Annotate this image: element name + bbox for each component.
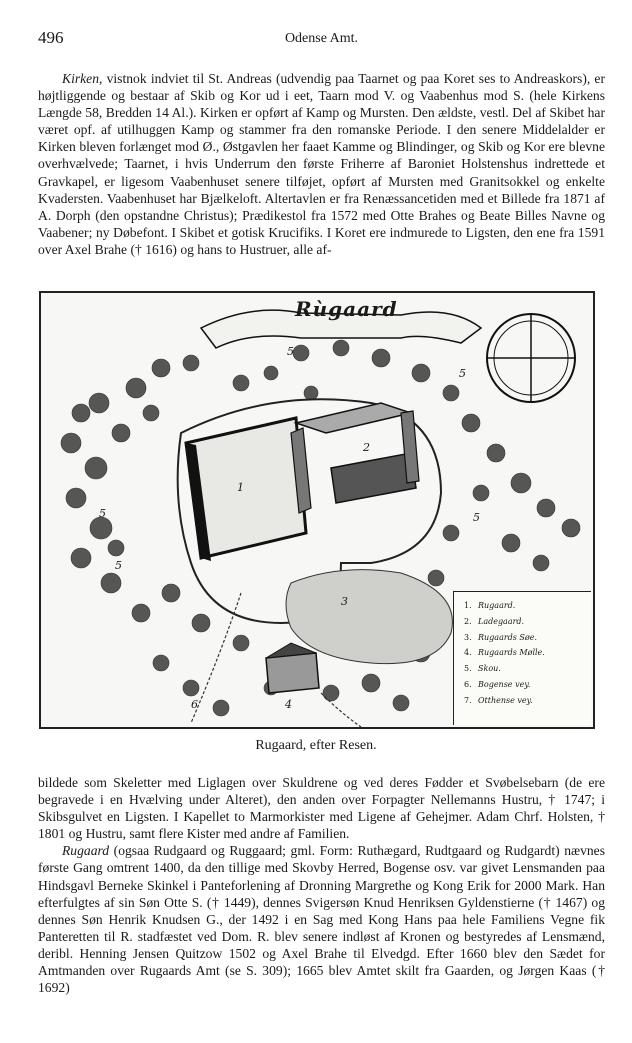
map-number-label: 4 xyxy=(285,698,292,711)
map-number-label: 5 xyxy=(287,345,294,358)
legend-item: 5. Skou. xyxy=(464,664,501,674)
compass-rose xyxy=(487,314,575,402)
map-number-label: 3 xyxy=(341,595,348,608)
map-number-label: 6 xyxy=(191,698,198,711)
map-number-label: 5 xyxy=(459,367,466,380)
legend-item: 4. Rugaards Mølle. xyxy=(464,648,545,658)
paragraph-body: vistnok indviet til St. Andreas (udvendig paa Taarnet og paa Koret ses to Andreaskors), er højtliggende og bestaar af Skib og Kor ud i eet, Taarn mod V. og Vaabenhus mod S. (hele Kirkens Længde 58, Bredden 14 Al.). Kirken er opført af Kamp og Mursten. Den ældste, vestl. Del af Skibet har været opf. af utilhuggen Kamp og stammer fra den romanske Periode. I den senere Middelalder er Kirken bleven forlænget mod Ø., Østgavlen her faaet Kamme og Blindinger, og Skib og Kor ere blevne overhvælvede; Taarnet, i hvis Underrum den første Friherre af Baroniet Holstenshus indrettede et Gravkapel, er ligesom Vaabenhuset senere tilføjet, opført af Mursten med Granitsokkel og enkelte Kvadersten. Vaabenhuset har Bjælkeloft. Altertavlen er fra Renæssancetiden med et Billede fra 1871 af A. Dorph (den opstandne Christus); Prædikestol fra 1572 med Otte Brahes og Beate Billes Navne og Vaabener; ny Døbefont. I Skibet et gotisk Krucifiks. I Koret ere indmurede to Ligsten, den ene fra 1591 over Axel Brahe († 1616) og hans to Hustruer, alle af- xyxy=(38,71,605,257)
bottom-text-block xyxy=(38,774,605,996)
map-title: Rùgaard xyxy=(295,297,398,321)
ladegaard-buildings xyxy=(291,403,419,513)
paragraph-body: (ogsaa Rudgaard og Ruggaard; gml. Form: Ruthægard, Rudtgaard og Rudgardt) nævnes første Gang omtrent 1400, da den tillige med Skovby Herred, Bogense osv. var givet Lensmanden paa Hindsgavl Berneke Skinkel i Panteforlening af Dronning Margrethe og Kong Erik for 2000 Mark. Han efterfulgtes af sin Søn Otte S. († 1449), dennes Svigersøn Knud Henriksen Gyldenstierne († 1467) og dennes Søn Henrik Knudsen G., der 1492 i en Sag med Kong Hans paa hele Familiens Vegne fik Panteretten til R. stadfæstet ved Dom. R. blev senere indløst af Kronen og bestyredes af Lensmænd, deribl. Henning Jensen Quitzow 1502 og Axel Brahe til Elvedgd. Efter 1660 blev den Sædet for Amtmanden over Rugaards Amt (se S. 309); 1665 blev Amtet skilt fra Gaarden, og Jørgen Kaas († 1692) xyxy=(38,843,605,996)
legend-item: 1. Rugaard. xyxy=(464,601,516,610)
page-header xyxy=(38,28,605,50)
running-title: Odense Amt. xyxy=(284,31,359,46)
map-legend xyxy=(453,591,591,725)
paragraph-lead-word: Kirken, xyxy=(62,71,103,86)
map-number-label: 1 xyxy=(237,481,244,494)
map-number-label: 5 xyxy=(473,511,480,524)
map-number-label: 2 xyxy=(363,441,370,454)
legend-item: 2. Ladegaard. xyxy=(464,616,525,626)
top-text-block xyxy=(38,70,605,258)
legend-item: 6. Bogense vey. xyxy=(464,679,531,689)
map-figure xyxy=(39,291,595,729)
legend-item: 7. Otthense vey. xyxy=(464,695,533,705)
rugaards-mill xyxy=(266,643,319,693)
legend-item: 3. Rugaards Søe. xyxy=(464,632,538,642)
continued-paragraph: bildede som Skeletter med Liglagen over Skuldrene og ved deres Fødder et Svøbelsebarn (de ere begravede i en Hvælving under Alteret), den anden over Forpagter Nellemanns Hustru, † 1747; i Skibsgulvet en Ligsten. I Kapellet to Marmorkister med Ligene af Gehejmer. Adam Chrf. Holsten, † 1801 og Hustru, samt flere Kister med andre af Familien. xyxy=(38,775,605,842)
paragraph-lead-word: Rugaard xyxy=(62,843,110,859)
odense-road xyxy=(321,693,361,727)
page-number: 496 xyxy=(38,28,64,47)
map-number-label: 5 xyxy=(115,559,122,572)
rugaard-paragraph xyxy=(38,842,605,996)
map-number-label: 5 xyxy=(99,507,106,520)
church-paragraph xyxy=(38,70,605,258)
rugaards-lake xyxy=(286,570,452,664)
figure-caption: Rugaard, efter Resen. xyxy=(255,738,377,753)
